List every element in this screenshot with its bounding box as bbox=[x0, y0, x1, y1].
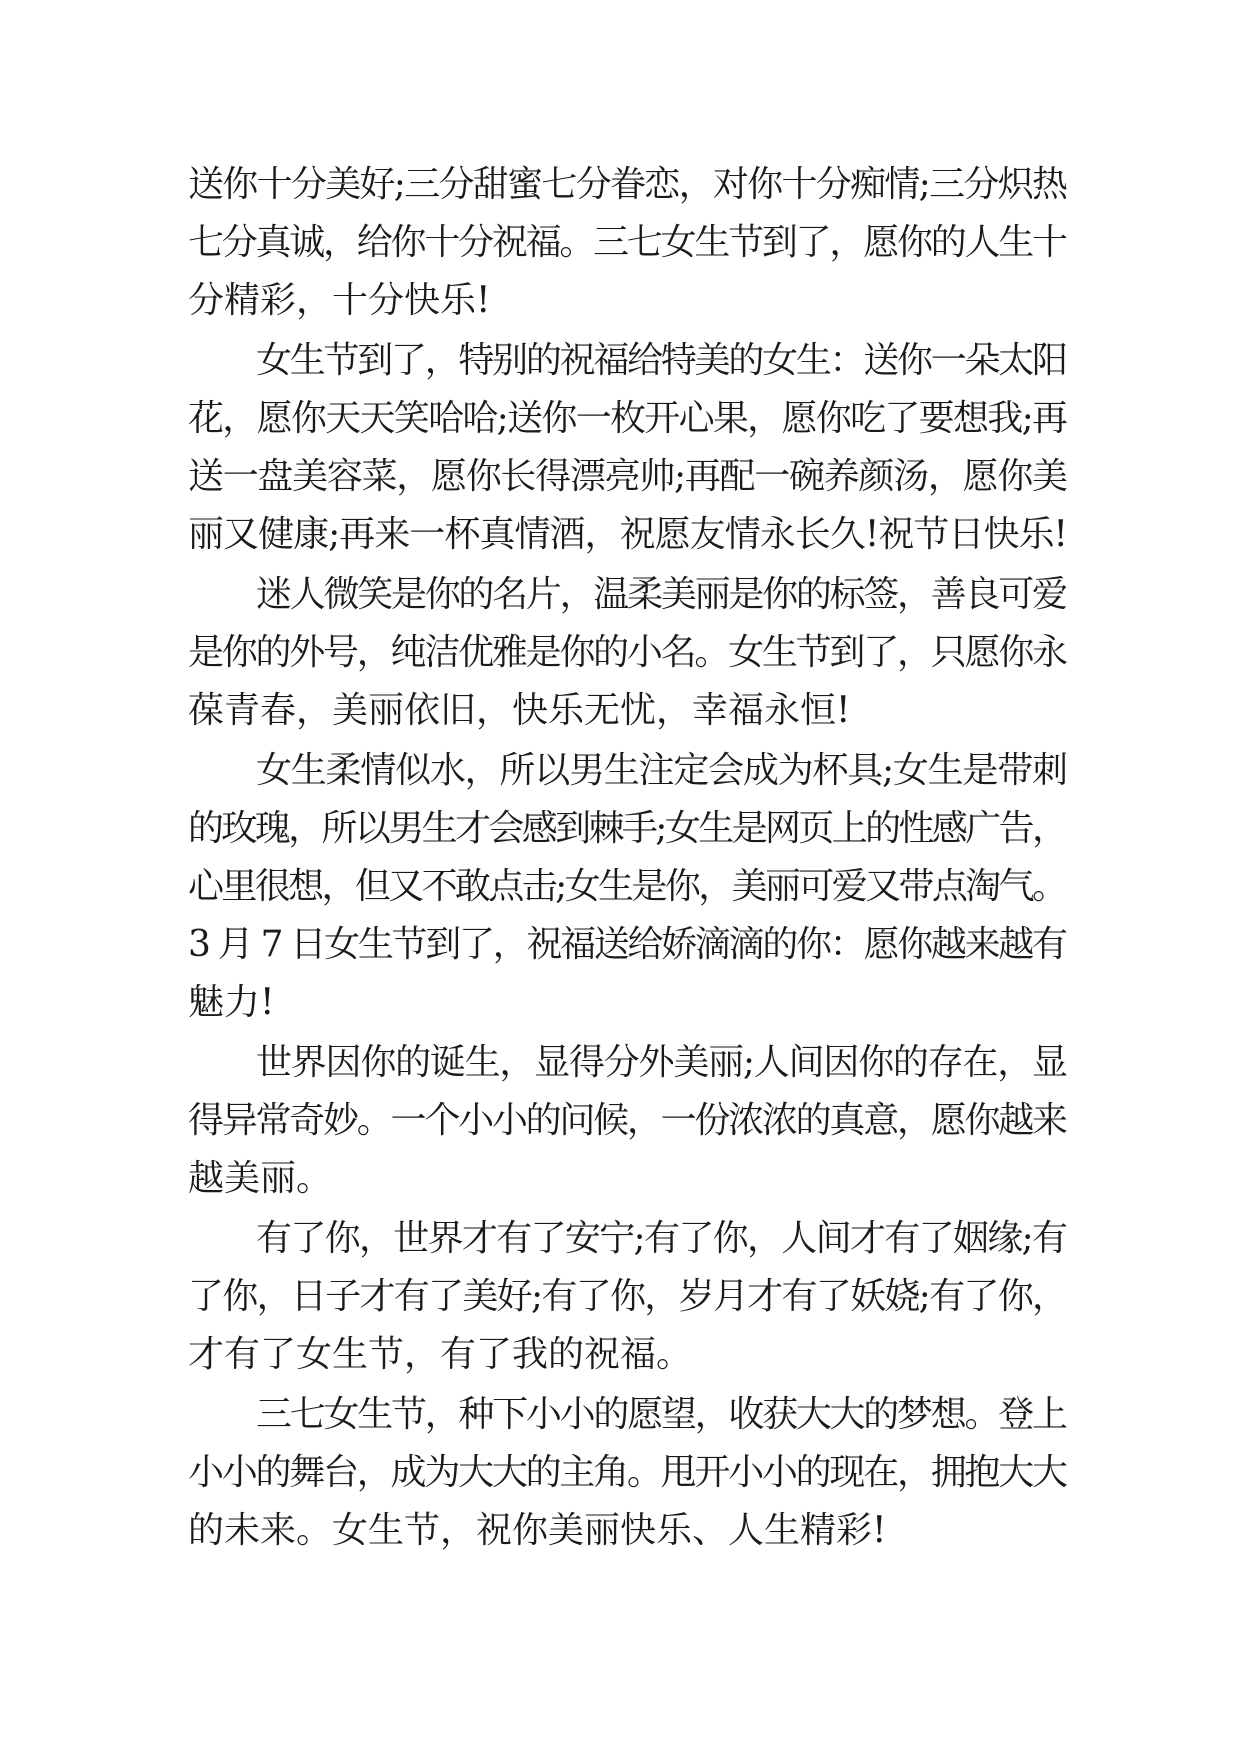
paragraph-line: 送你十分美好;三分甜蜜七分眷恋，对你十分痴情;三分炽热 bbox=[188, 164, 1067, 205]
paragraph-line: 送一盘美容菜，愿你长得漂亮帅;再配一碗养颜汤，愿你美 bbox=[188, 456, 1067, 497]
paragraph-line: 才有了女生节，有了我的祝福。 bbox=[188, 1334, 693, 1375]
paragraph-line: 心里很想，但又不敢点击;女生是你，美丽可爱又带点淘气。 bbox=[188, 866, 1066, 907]
paragraph-line: 有了你，世界才有了安宁;有了你，人间才有了姻缘;有 bbox=[256, 1218, 1067, 1259]
paragraph-line: 世界因你的诞生，显得分外美丽;人间因你的存在，显 bbox=[256, 1042, 1067, 1083]
paragraph-line: 丽又健康;再来一杯真情酒，祝愿友情永长久!祝节日快乐! bbox=[188, 514, 1068, 555]
paragraph-line: 葆青春，美丽依旧，快乐无忧，幸福永恒! bbox=[188, 690, 851, 731]
paragraph-line: 的未来。女生节，祝你美丽快乐、人生精彩! bbox=[188, 1510, 887, 1551]
paragraph-line: 三七女生节，种下小小的愿望，收获大大的梦想。登上 bbox=[256, 1394, 1066, 1435]
paragraph-line: 七分真诚，给你十分祝福。三七女生节到了，愿你的人生十 bbox=[188, 222, 1066, 263]
paragraph-line: 越美丽。 bbox=[188, 1158, 333, 1199]
paragraph-line: 迷人微笑是你的名片，温柔美丽是你的标签，善良可爱 bbox=[256, 574, 1066, 615]
paragraph-line: 花，愿你天天笑哈哈;送你一枚开心果，愿你吃了要想我;再 bbox=[188, 398, 1067, 439]
paragraph-line: 女生节到了，特别的祝福给特美的女生：送你一朵太阳 bbox=[256, 340, 1066, 381]
paragraph-line: 小小的舞台，成为大大的主角。甩开小小的现在，拥抱大大 bbox=[188, 1452, 1066, 1493]
paragraph-line: 是你的外号，纯洁优雅是你的小名。女生节到了，只愿你永 bbox=[188, 632, 1066, 673]
paragraph-line: 得异常奇妙。一个小小的问候，一份浓浓的真意，愿你越来 bbox=[188, 1100, 1066, 1141]
paragraph-line: 3 月 7 日女生节到了，祝福送给娇滴滴的你：愿你越来越有 bbox=[188, 924, 1066, 965]
paragraph-line: 分精彩，十分快乐! bbox=[188, 280, 491, 321]
paragraph-line: 魅力! bbox=[188, 982, 275, 1023]
paragraph-line: 了你，日子才有了美好;有了你，岁月才有了妖娆;有了你， bbox=[188, 1276, 1067, 1317]
paragraph-line: 女生柔情似水，所以男生注定会成为杯具;女生是带刺 bbox=[256, 750, 1067, 791]
paragraph-line: 的玫瑰，所以男生才会感到棘手;女生是网页上的性感广告， bbox=[188, 808, 1066, 849]
